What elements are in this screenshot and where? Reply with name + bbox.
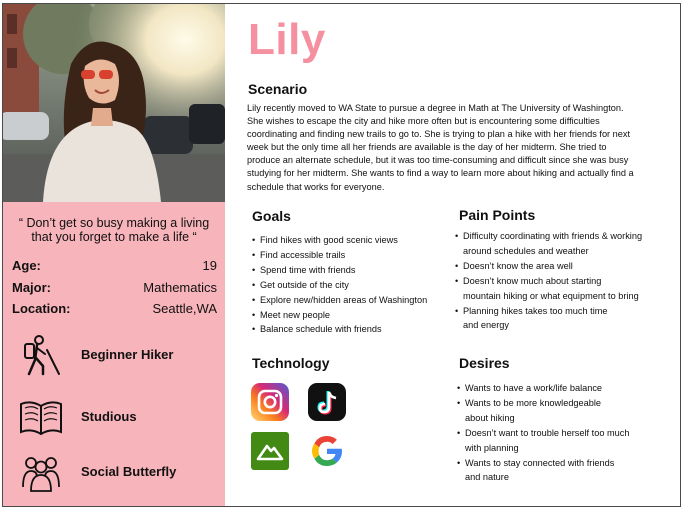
attribute-label: Major: (12, 280, 51, 295)
list-item-continuation: about hiking (465, 412, 515, 423)
goal-item: • Find hikes with good scenic views (252, 233, 427, 248)
goal-item: • Find accessible trails (252, 248, 427, 263)
list-item: • Difficulty coordinating with friends & working (455, 229, 642, 244)
persona-name: Lily (248, 15, 326, 64)
group-icon (17, 451, 65, 495)
persona-quote: “ Don’t get so busy making a living that you forget to make a life “ (18, 216, 210, 244)
persona-sidebar (3, 4, 225, 506)
list-item: • Wants to be more knowledgeable (457, 396, 629, 411)
alltrails-icon (251, 432, 289, 470)
list-item-continuation: and energy (463, 320, 509, 331)
instagram-icon (251, 383, 289, 421)
google-icon (308, 432, 346, 470)
attribute-label: Age: (12, 258, 41, 273)
list-item-continuation: around schedules and weather (463, 245, 589, 256)
desires-list (457, 381, 629, 485)
hiker-icon (17, 334, 65, 378)
goal-item: • Spend time with friends (252, 263, 427, 278)
goal-item: • Explore new/hidden areas of Washington (252, 293, 427, 308)
goal-item: • Balance schedule with friends (252, 322, 427, 337)
goals-heading: Goals (252, 208, 291, 224)
scenario-text: Lily recently moved to WA State to pursue a degree in Math at The University of Washington. She wishes to escape the city and hike more often but is encountering some difficulties coordinating and finding new trails to go to. She is trying to plan a hike with her friends for next week but the only time all her friends are available is the day of her midterm. She tried to produce an alternate schedule, but it was too time-consuming and difficult since she was busy studying for her midterm. She wants to find a way to learn more about hiking and actually find a schedule that works for everyone. (247, 103, 634, 192)
persona-photo-illustration (3, 4, 225, 202)
attribute-value: Seattle,WA (152, 301, 217, 316)
trait-social-butterfly (17, 451, 217, 495)
trait-label: Social Butterfly (81, 464, 177, 479)
list-item-continuation: with planning (465, 442, 519, 453)
pain-points-heading: Pain Points (459, 207, 536, 223)
trait-beginner-hiker (17, 334, 217, 378)
tiktok-icon (308, 383, 346, 421)
persona-photo (3, 4, 225, 202)
attribute-value: Mathematics (143, 280, 217, 295)
scenario-heading: Scenario (248, 81, 308, 97)
open-book-icon (17, 396, 65, 440)
list-item: • Doesn’t know the area well (455, 259, 642, 274)
list-item-continuation: mountain hiking or what equipment to bring (463, 290, 639, 301)
attribute-label: Location: (12, 301, 71, 316)
goal-item: • Get outside of the city (252, 278, 427, 293)
list-item: • Wants to stay connected with friends (457, 456, 629, 471)
trait-label: Beginner Hiker (81, 347, 174, 362)
list-item: • Planning hikes takes too much time (455, 304, 642, 319)
pain-points-list (455, 229, 642, 333)
desires-heading: Desires (459, 355, 510, 371)
list-item: • Doesn’t know much about starting (455, 274, 642, 289)
trait-studious (17, 396, 217, 440)
trait-label: Studious (81, 409, 137, 424)
goal-item: • Meet new people (252, 308, 427, 323)
attribute-value: 19 (202, 258, 217, 273)
list-item: • Wants to have a work/life balance (457, 381, 629, 396)
goals-list (252, 233, 427, 337)
persona-card (2, 3, 681, 507)
list-item: • Doesn’t want to trouble herself too much (457, 426, 629, 441)
technology-heading: Technology (252, 355, 330, 371)
list-item-continuation: and nature (465, 472, 509, 483)
